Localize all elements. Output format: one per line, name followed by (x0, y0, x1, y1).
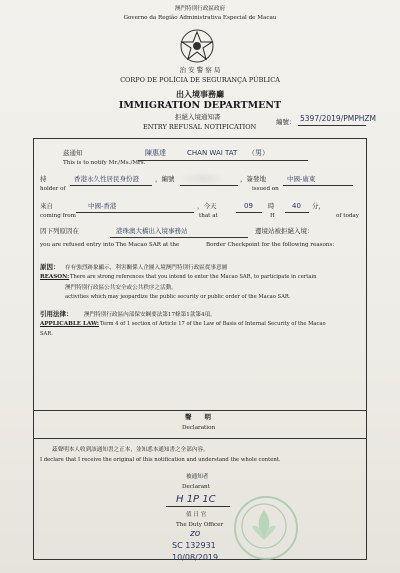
reason-label-en: REASON: (40, 274, 70, 280)
border-tail-cn: 邊境站被拒絕入境： (255, 227, 314, 235)
holder-gender: （男） (248, 149, 269, 157)
police-name-pt: CORPO DE POLÍCIA DE SEGURANÇA PÚBLICA (120, 76, 280, 84)
signature-date: 10/08/2019 (172, 553, 219, 562)
that-at-label-en: that at (199, 213, 218, 219)
hour-label-en: H (270, 213, 275, 219)
holder-name-en: CHAN WAI TAT (187, 149, 238, 157)
entry-minute: 40 (292, 202, 301, 210)
border-checkpoint-name: 港珠澳大橋出入境事務站 (116, 227, 188, 235)
divider (33, 438, 367, 439)
reason-text-en-2: activities which may jeopardize the public security or public order of the Macao SAR. (65, 294, 291, 300)
duty-officer-label-cn: 值 日 官 (186, 512, 207, 518)
document-type: 香港永久性居民身份證 (74, 175, 139, 183)
number-label: 編號： (276, 118, 296, 126)
law-label-en: APPLICABLE LAW: (40, 321, 99, 327)
issued-label-cn: ，簽發地 (240, 175, 266, 183)
from-place: 中國-香港 (88, 202, 117, 210)
issued-place: 中國-廣東 (287, 175, 316, 183)
refused-label-en: you are refused entry into The Macao SAR at the (40, 242, 180, 248)
dept-name-en: IMMIGRATION DEPARTMENT (118, 100, 282, 111)
reason-text-cn-1: 存有強烈跡象顯示，利害關係人企圖入境澳門特別行政區從事意圖 (65, 265, 228, 271)
declarant-label-cn: 被通知者 (186, 474, 209, 480)
document-number-label: ，編號 (155, 175, 175, 183)
duty-officer-code: SC 132931 (172, 541, 216, 550)
issued-label-en: issued on (252, 186, 279, 192)
today-label-cn: ，今天 (197, 202, 217, 210)
number-value: 5397/2019/PMPHZM (300, 114, 376, 123)
border-lead-cn: 因下列原因在 (40, 227, 79, 235)
holder-name-cn: 陳惠達 (145, 149, 166, 157)
checkpoint-label-en: Border Checkpoint for the following reasons: (206, 242, 335, 248)
declarant-label-en: Declarant (182, 484, 210, 490)
duty-officer-label-en: The Duty Officer (176, 522, 224, 528)
declaration-title-en: Declaration (182, 425, 216, 431)
from-label-en: coming from (40, 213, 76, 219)
notify-label-en: This is to notify Mr./Ms./Mrs. (63, 160, 146, 166)
law-text-en-2: SAR. (40, 331, 53, 337)
law-text-en-1: Term 4 of 1 section of Article 17 of the Law of Basis of Internal Security of the Macao (100, 321, 326, 327)
hour-label-cn: 時 (268, 202, 275, 210)
notify-label-cn: 茲通知 (63, 149, 83, 157)
reason-text-cn-2: 澳門特別行政區公共安全或公共秩序之活動。 (65, 285, 177, 291)
redacted-document-number (180, 172, 224, 185)
gov-name-cn: 澳門特別行政區政府 (174, 6, 226, 12)
from-label-cn: 來自 (40, 202, 53, 210)
macau-police-emblem-icon (178, 28, 216, 64)
declarant-signature: H 1P 1C (176, 494, 216, 505)
declaration-text-cn: 茲聲明本人收到該通知書之正本，並知悉本通知書之全部內容。 (52, 447, 209, 453)
gov-name-pt: Governo da Região Administrativa Especial de Macau (123, 15, 277, 21)
official-seal-icon (234, 496, 298, 560)
holder-of-label-cn: 持 (40, 175, 47, 183)
law-text-cn: 澳門特別行政區內部保安綱要法第17條第1款第4項。 (84, 312, 216, 318)
reason-text-en-1: There are strong references that you intend to enter the Macao SAR, to participate in certain (70, 274, 317, 280)
notice-title-en: ENTRY REFUSAL NOTIFICATION (143, 123, 257, 131)
entry-hour: 09 (244, 202, 253, 210)
divider (33, 410, 367, 411)
of-today-label-en: of today (336, 213, 359, 219)
declaration-title-cn: 聲 明 (185, 413, 211, 421)
declaration-text-en: I declare that I receive the original of this notification and understand the whole content. (40, 457, 281, 463)
duty-officer-signature: zo (190, 529, 201, 539)
police-name-cn: 治 安 警 察 局 (179, 66, 221, 74)
dept-name-cn: 出入境事務廳 (176, 89, 224, 99)
notice-title-cn: 拒絕入境通知書 (175, 113, 221, 121)
law-label-cn: 引用法律： (40, 310, 73, 318)
holder-of-label-en: holder of (40, 186, 66, 192)
minute-label-cn: 分， (312, 202, 325, 210)
reason-label-cn: 原因： (40, 263, 60, 271)
